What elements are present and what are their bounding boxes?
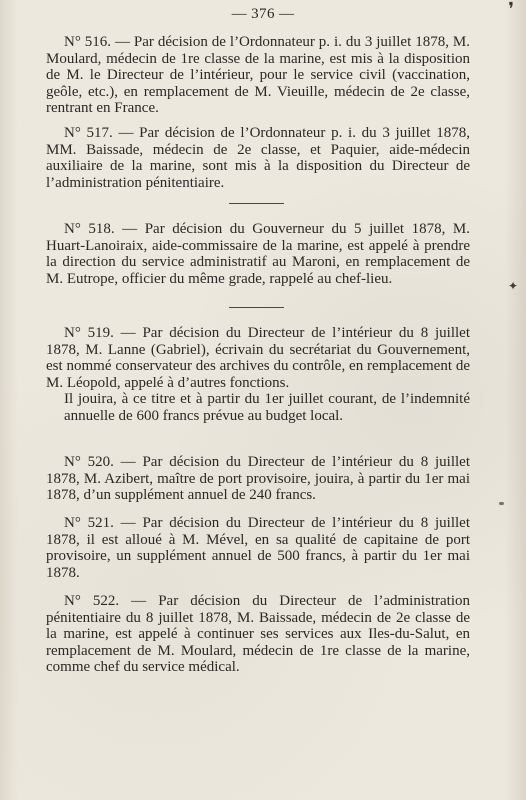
entry-518-text: N° 518. — Par décision du Gouverneur du 5 juillet 1878, M. Huart-Lanoiraix, aide-commissaire de la marine, est appelé à prendre la direction du service administratif au Maroni, en remplacement de M. Eutrope, officier du même grade, rappelé au chef-lieu.: [46, 221, 470, 287]
margin-mark: ✦: [507, 279, 518, 293]
separator-rule-1: [229, 203, 284, 204]
entry-517: [46, 125, 470, 191]
entry-522: [46, 593, 470, 676]
entry-519-text: N° 519. — Par décision du Directeur de l’intérieur du 8 juillet 1878, M. Lanne (Gabriel), écrivain du secrétariat du Gouvernement, est nommé conservateur des archives du contrôle, en remplacement de M. Léopold, appelé à d’autres fonctions.: [46, 325, 470, 391]
entry-517-text: N° 517. — Par décision de l’Ordonnateur p. i. du 3 juillet 1878, MM. Baissade, médecin de 2e classe, et Paquier, aide-médecin auxiliaire de la marine, sont mis à la disposition du Directeur de l’administration pénitentiaire.: [46, 125, 470, 191]
entry-521-text: N° 521. — Par décision du Directeur de l’intérieur du 8 juillet 1878, il est alloué à M. Mével, en sa qualité de capitaine de port provisoire, un supplément annuel de 500 francs, à partir du 1er mai 1878.: [46, 515, 470, 581]
entry-522-text: N° 522. — Par décision du Directeur de l’administration pénitentiaire du 8 juillet 1878, M. Baissade, médecin de 2e classe de la marine, est appelé à continuer ses services aux Iles-du-Salut, en remplacement de M. Moulard, médecin de 1re classe de la marine, comme chef du service médical.: [46, 593, 470, 675]
entry-519-subtext: Il jouira, à ce titre et à partir du 1er juillet courant, de l’indemnité annuelle de 600 francs prévue au budget local.: [64, 391, 470, 424]
entry-516: [46, 34, 470, 117]
entry-520-text: N° 520. — Par décision du Directeur de l’intérieur du 8 juillet 1878, M. Azibert, maître de port provisoire, jouira, à partir du 1er mai 1878, d’un supplément annuel de 240 francs.: [46, 454, 470, 503]
entry-516-text: N° 516. — Par décision de l’Ordonnateur p. i. du 3 juillet 1878, M. Moulard, médecin de 1re classe de la marine, est mis à la disposition de M. le Directeur de l’intérieur, pour le service civil (vaccination, geôle, etc.), en remplacement de M. Vieuille, médecin de 2e classe, rentrant en France.: [46, 34, 470, 116]
entry-518: [46, 221, 470, 287]
entry-520: [46, 454, 470, 504]
separator-rule-2: [229, 307, 284, 308]
page-number: — 376 —: [231, 6, 295, 22]
corner-mark: ❜: [508, 0, 514, 19]
margin-dot: [499, 502, 504, 505]
entry-521: [46, 515, 470, 581]
entry-519: [46, 325, 470, 424]
